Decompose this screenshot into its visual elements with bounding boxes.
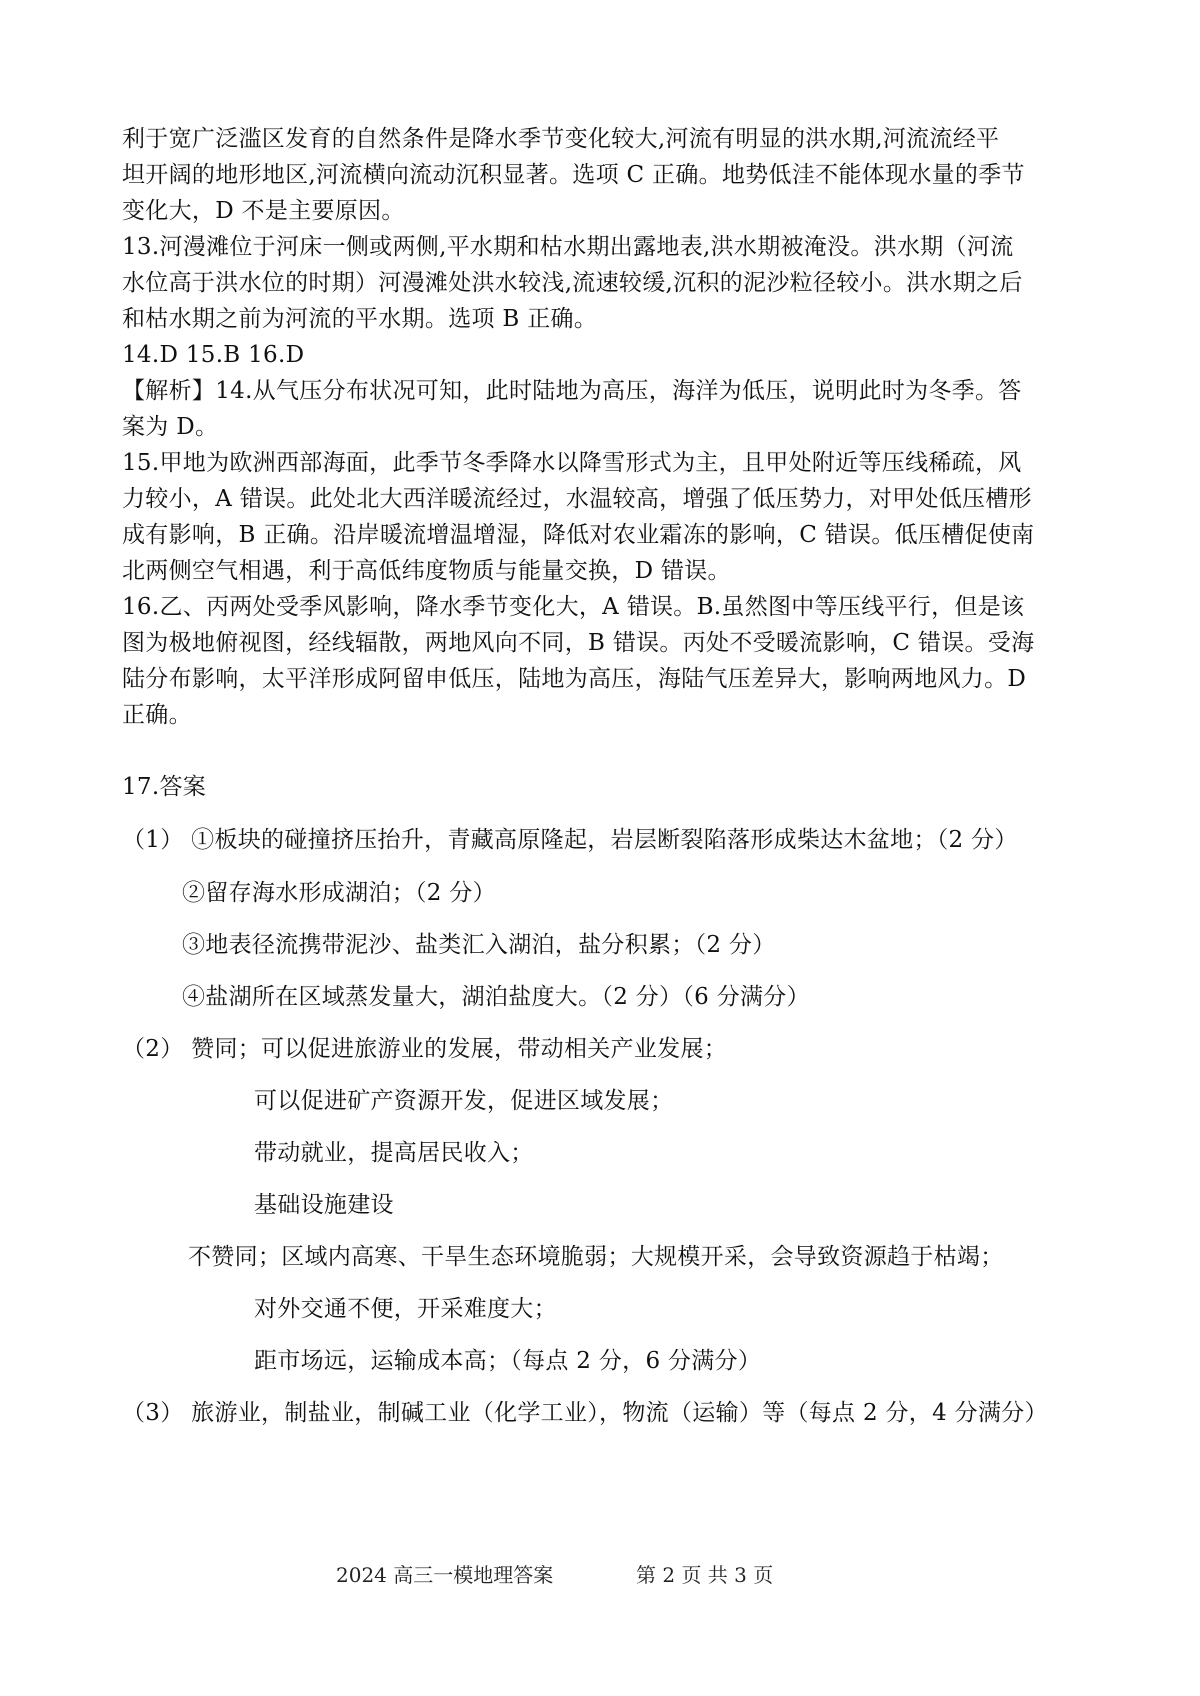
footer-title: 2024 高三一模地理答案: [336, 1563, 554, 1587]
text-line: 【解析】14.从气压分布状况可知，此时陆地为高压，海洋为低压，说明此时为冬季。答: [122, 378, 1022, 404]
text-line: 图为极地俯视图，经线辐散，两地风向不同，B 错误。丙处不受暖流影响，C 错误。受海: [122, 630, 1035, 656]
text-line: 13.河漫滩位于河床一侧或两侧,平水期和枯水期出露地表,洪水期被淹没。洪水期（河流: [122, 234, 1014, 260]
text-line: 案为 D。: [122, 414, 219, 440]
answer-part-3: （3） 旅游业，制盐业，制碱工业（化学工业），物流（运输）等（每点 2 分，4 分满分）: [122, 1400, 1048, 1426]
text-line: 北两侧空气相遇，利于高低纬度物质与能量交换，D 错误。: [122, 558, 731, 584]
text-line: 16.乙、丙两处受季风影响，降水季节变化大，A 错误。B.虽然图中等压线平行，但是该: [122, 594, 1025, 620]
answer-point: 对外交通不便，开采难度大；: [254, 1296, 557, 1322]
answer-point: 可以促进矿产资源开发，促进区域发展；: [254, 1088, 674, 1114]
answer-point: 距市场远，运输成本高；（每点 2 分，6 分满分）: [254, 1348, 762, 1374]
answer-point: 基础设施建设: [254, 1192, 394, 1218]
text-line: 15.甲地为欧洲西部海面，此季节冬季降水以降雪形式为主，且甲处附近等压线稀疏，风: [122, 450, 1022, 476]
text-line: 利于宽广泛滥区发育的自然条件是降水季节变化较大,河流有明显的洪水期,河流流经平: [122, 126, 1000, 152]
answer-point: ③地表径流携带泥沙、盐类汇入湖泊，盐分积累；（2 分）: [182, 932, 776, 958]
text-line: 成有影响，B 正确。沿岸暖流增温增湿，降低对农业霜冻的影响，C 错误。低压槽促使南: [122, 522, 1035, 548]
answer-point: ②留存海水形成湖泊；（2 分）: [182, 880, 496, 906]
answer-point: ④盐湖所在区域蒸发量大，湖泊盐度大。（2 分）（6 分满分）: [182, 984, 810, 1010]
text-line: 正确。: [122, 702, 192, 728]
text-line: 陆分布影响，太平洋形成阿留申低压，陆地为高压，海陆气压差异大，影响两地风力。D: [122, 666, 1027, 692]
footer-page-number: 第 2 页 共 3 页: [636, 1563, 774, 1587]
text-line: 变化大，D 不是主要原因。: [122, 198, 405, 224]
answer-part-1: （1） ①板块的碰撞挤压抬升，青藏高原隆起，岩层断裂陷落形成柴达木盆地；（2 分）: [122, 827, 1018, 853]
answer-point: 不赞同；区域内高寒、干旱生态环境脆弱；大规模开采，会导致资源趋于枯竭；: [188, 1244, 1004, 1270]
answer-point: 带动就业，提高居民收入；: [254, 1140, 534, 1166]
section-heading: 17.答案: [122, 774, 207, 800]
answer-key-line: 14.D 15.B 16.D: [122, 342, 305, 368]
text-line: 力较小，A 错误。此处北大西洋暖流经过，水温较高，增强了低压势力，对甲处低压槽形: [122, 486, 1032, 512]
text-line: 坦开阔的地形地区,河流横向流动沉积显著。选项 C 正确。地势低洼不能体现水量的季节: [122, 162, 1025, 188]
text-line: 水位高于洪水位的时期）河漫滩处洪水较浅,流速较缓,沉积的泥沙粒径较小。洪水期之后: [122, 270, 1023, 296]
text-line: 和枯水期之前为河流的平水期。选项 B 正确。: [122, 306, 598, 332]
answer-part-2: （2） 赞同；可以促进旅游业的发展，带动相关产业发展；: [122, 1036, 728, 1062]
